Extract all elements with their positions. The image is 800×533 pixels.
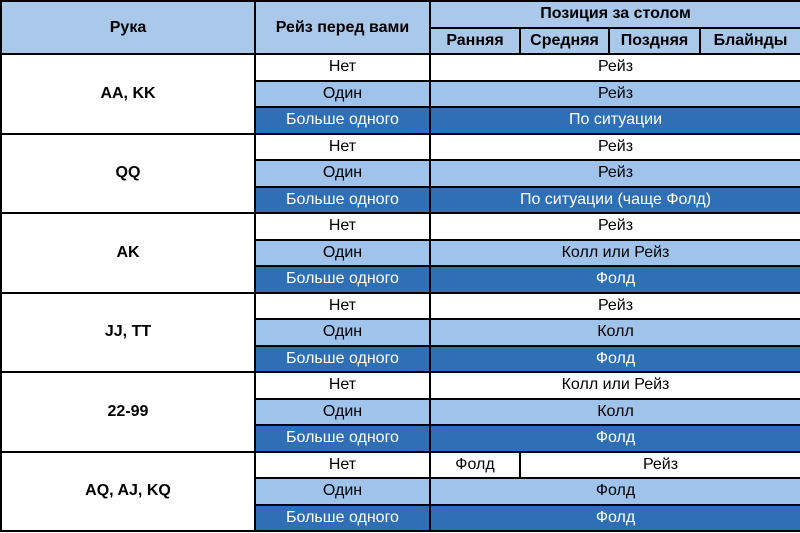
action-cell: Колл: [430, 399, 800, 426]
raise-count-cell: Больше одного: [255, 346, 430, 373]
raise-count-cell: Нет: [255, 213, 430, 240]
action-cell: Фолд: [430, 346, 800, 373]
action-cell: Колл или Рейз: [430, 240, 800, 267]
action-cell: Рейз: [430, 213, 800, 240]
position-middle-header: Средняя: [520, 28, 609, 55]
action-cell: Фолд: [430, 266, 800, 293]
action-cell: Рейз: [430, 160, 800, 187]
action-cell: Колл или Рейз: [430, 372, 800, 399]
action-cell-rest: Рейз: [520, 452, 800, 479]
raise-count-cell: Один: [255, 81, 430, 108]
table-row: [1, 134, 800, 161]
raise-count-cell: Больше одного: [255, 505, 430, 532]
raise-count-cell: Нет: [255, 293, 430, 320]
hand-cell: AK: [1, 213, 255, 293]
position-column-header: Позиция за столом: [430, 1, 800, 28]
raise-before-column-header: Рейз перед вами: [255, 1, 430, 54]
action-cell-early: Фолд: [430, 452, 520, 479]
raise-count-cell: Больше одного: [255, 107, 430, 134]
raise-count-cell: Нет: [255, 372, 430, 399]
table-row: [1, 213, 800, 240]
position-early-header: Ранняя: [430, 28, 520, 55]
table-row: [1, 372, 800, 399]
hand-column-header: Рука: [1, 1, 255, 54]
raise-count-cell: Нет: [255, 452, 430, 479]
hand-cell: QQ: [1, 134, 255, 214]
raise-count-cell: Один: [255, 319, 430, 346]
hand-cell: JJ, TT: [1, 293, 255, 373]
hand-cell: AQ, AJ, KQ: [1, 452, 255, 532]
action-cell: По ситуации (чаще Фолд): [430, 187, 800, 214]
action-cell: Колл: [430, 319, 800, 346]
table-row: [1, 452, 800, 479]
raise-count-cell: Больше одного: [255, 187, 430, 214]
raise-count-cell: Больше одного: [255, 425, 430, 452]
raise-count-cell: Один: [255, 160, 430, 187]
raise-count-cell: Один: [255, 478, 430, 505]
hand-cell: AA, KK: [1, 54, 255, 134]
hand-cell: 22-99: [1, 372, 255, 452]
raise-count-cell: Больше одного: [255, 266, 430, 293]
position-blinds-header: Блайнды: [700, 28, 800, 55]
raise-count-cell: Нет: [255, 134, 430, 161]
action-cell: Рейз: [430, 54, 800, 81]
action-cell: По ситуации: [430, 107, 800, 134]
raise-count-cell: Нет: [255, 54, 430, 81]
action-cell: Фолд: [430, 425, 800, 452]
action-cell: Рейз: [430, 293, 800, 320]
position-late-header: Поздняя: [609, 28, 700, 55]
action-cell: Фолд: [430, 505, 800, 532]
action-cell: Фолд: [430, 478, 800, 505]
raise-count-cell: Один: [255, 240, 430, 267]
action-cell: Рейз: [430, 134, 800, 161]
raise-count-cell: Один: [255, 399, 430, 426]
table-row: [1, 293, 800, 320]
action-cell: Рейз: [430, 81, 800, 108]
table-row: [1, 54, 800, 81]
